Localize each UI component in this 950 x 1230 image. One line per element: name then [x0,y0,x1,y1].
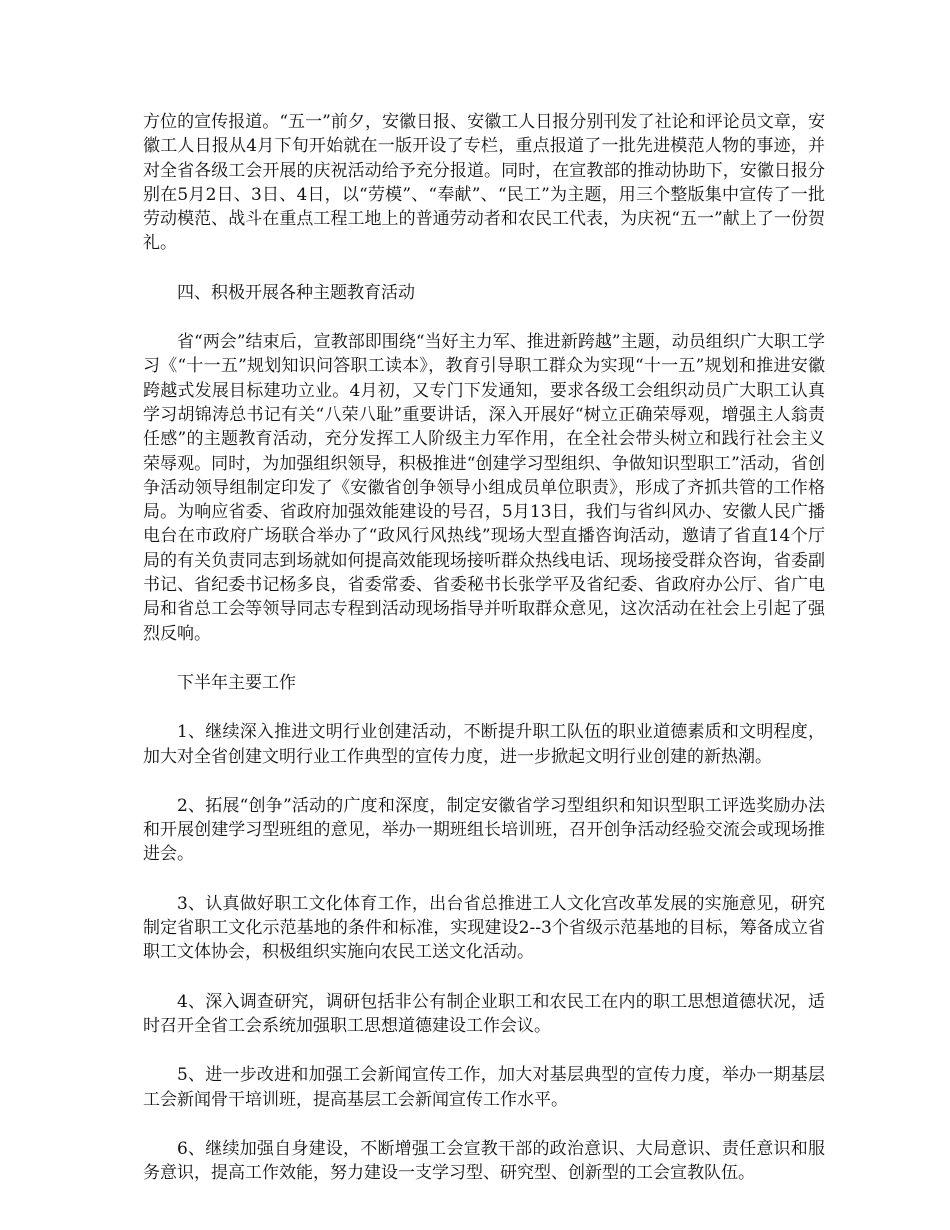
work-item-1: 1、继续深入推进文明行业创建活动，不断提升职工队伍的职业道德素质和文明程度，加大对全省创建文明行业工作典型的宣传力度，进一步掀起文明行业创建的新热潮。 [143,722,825,767]
section-heading-theme-education: 四、积极开展各种主题教育活动 [177,282,415,303]
section-heading-second-half-work: 下半年主要工作 [177,672,296,693]
paragraph-publicity-report: 方位的宣传报道。“五一”前夕，安徽日报、安徽工人日报分别刊发了社论和评论员文章，安徽工人日报从4月下旬开始就在一版开设了专栏，重点报道了一批先进模范人物的事迹，并对全省各级工会开展的庆祝活动给予充分报道。同时，在宣教部的推动协助下，安徽日报分别在5月2日、3日、4日，以“劳模”、“奉献”、“民工”为主题，用三个整版集中宣传了一批劳动模范、战斗在重点工程工地上的普通劳动者和农民工代表，为庆祝“五一”献上了一份贺礼。 [143,112,825,254]
document-body [143,110,825,1210]
work-item-6: 6、继续加强自身建设，不断增强工会宣教干部的政治意识、大局意识、责任意识和服务意识，提高工作效能，努力建设一支学习型、研究型、创新型的工会宣教队伍。 [143,1138,825,1184]
work-item-4: 4、深入调查研究，调研包括非公有制企业职工和农民工在内的职工思想道德状况，适时召开全省工会系统加强职工思想道德建设工作会议。 [143,991,825,1036]
work-item-5: 5、进一步改进和加强工会新闻宣传工作，加大对基层典型的宣传力度，举办一期基层工会新闻骨干培训班，提高基层工会新闻宣传工作水平。 [143,1065,825,1110]
work-item-2: 2、拓展“创争”活动的广度和深度，制定安徽省学习型组织和知识型职工评选奖励办法和开展创建学习型班组的意见，举办一期班组长培训班，召开创争活动经验交流会或现场推进会。 [143,795,825,865]
paragraph-theme-education: 省“两会”结束后，宣教部即围绕“当好主力军、推进新跨越”主题，动员组织广大职工学习《“十一五”规划知识问答职工读本》，教育引导职工群众为实现“十一五”规划和推进安徽跨越式发展目标建功立业。4月初，又专门下发通知，要求各级工会组织动员广大职工认真学习胡锦涛总书记有关“八荣八耻”重要讲话，深入开展好“树立正确荣辱观，增强主人翁责任感”的主题教育活动，充分发挥工人阶级主力军作用，在全社会带头树立和践行社会主义荣辱观。同时，为加强组织领导，积极推进“创建学习型组织、争做知识型职工”活动，省创争活动领导组制定印发了《安徽省创争领导小组成员单位职责》，形成了齐抓共管的工作格局。为响应省委、省政府加强效能建设的号召，5月13日，我们与省纠风办、安徽人民广播电台在市政府广场联合举办了“政风行风热线”现场大型直播咨询活动，邀请了省直14个厅局的有关负责同志到场就如何提高效能现场接听群众热线电话、现场接受群众咨询，省委副书记、省纪委书记杨多良，省委常委、省委秘书长张学平及省纪委、省政府办公厅、省广电局和省总工会等领导同志专程到活动现场指导并听取群众意见，这次活动在社会上引起了强烈反响。 [143,332,825,644]
work-item-3: 3、认真做好职工文化体育工作，出台省总推进工人文化宫改革发展的实施意见，研究制定省职工文化示范基地的条件和标准，实现建设2--3个省级示范基地的目标，筹备成立省职工文体协会，积极组织实施向农民工送文化活动。 [143,893,825,963]
